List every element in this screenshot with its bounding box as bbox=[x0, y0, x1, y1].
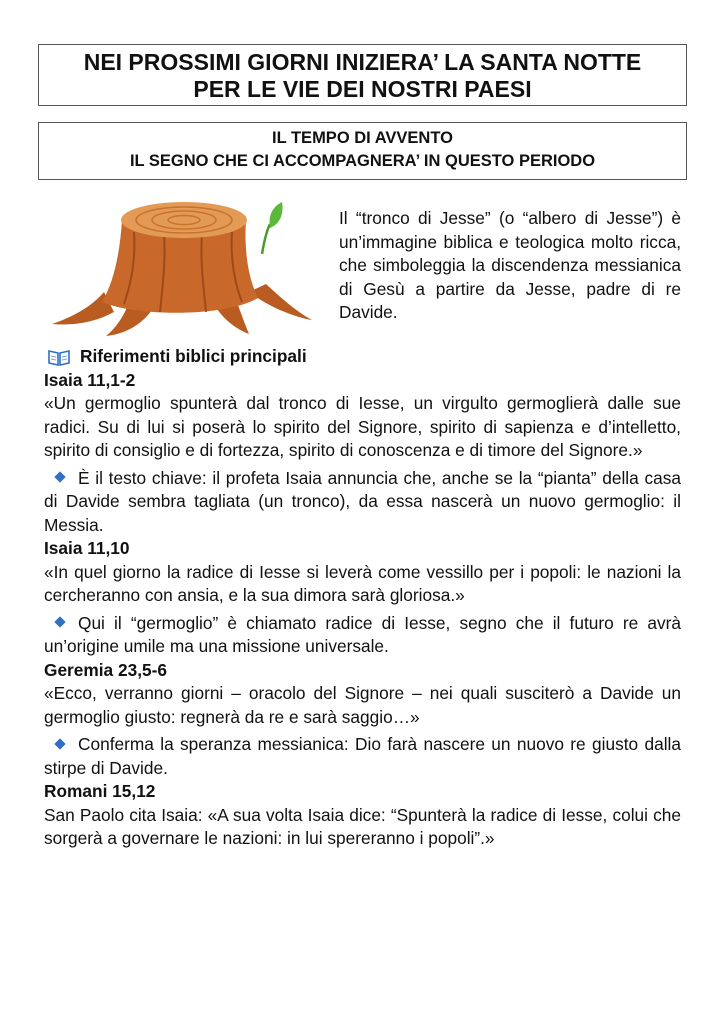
reference-comment-text: Conferma la speranza messianica: Dio farà nascere un nuovo re giusto dalla stirpe di Davide. bbox=[44, 734, 681, 778]
reference-quote: «In quel giorno la radice di Iesse si leverà come vessillo per i popoli: le nazioni la cercheranno con ansia, e la sua dimora sarà gloriosa.» bbox=[44, 561, 681, 605]
section-heading bbox=[44, 345, 681, 369]
reference-quote: «Un germoglio spunterà dal tronco di Iesse, un virgulto germoglierà dalle sue radici. Su di lui si poserà lo spirito del Signore, spirito di sapienza e d’intelletto, spirito di consiglio e di fortezza, spirito di conoscenza e di timore del Signore.» bbox=[44, 393, 681, 460]
reference-title: Isaia 11,1-2 bbox=[44, 369, 136, 390]
intro-paragraph: Il “tronco di Jesse” (o “albero di Jesse”) è un’immagine biblica e teologica molto ricca, che simboleggia la discendenza messianica di Gesù a partire da Jesse, padre di re Davide. bbox=[339, 208, 681, 322]
reference-comment-text: Qui il “germoglio” è chiamato radice di Iesse, segno che il futuro re avrà un’origine umile ma una missione universale. bbox=[44, 612, 681, 656]
reference-title: Geremia 23,5-6 bbox=[44, 659, 167, 680]
references-content bbox=[44, 345, 681, 851]
diamond-bullet-icon bbox=[54, 617, 65, 628]
main-title-box bbox=[38, 44, 687, 106]
tree-stump-illustration bbox=[44, 192, 320, 340]
diamond-bullet-icon bbox=[54, 472, 65, 483]
reference-title: Romani 15,12 bbox=[44, 781, 156, 801]
reference-comment bbox=[44, 467, 681, 538]
open-book-icon bbox=[48, 348, 70, 366]
reference-comment bbox=[44, 612, 681, 659]
main-title-line-1: NEI PROSSIMI GIORNI INIZIERA’ LA SANTA NOTTE bbox=[83, 49, 642, 75]
subtitle-line-2: IL SEGNO CHE CI ACCOMPAGNERA’ IN QUESTO PERIODO bbox=[129, 152, 596, 170]
diamond-bullet-icon bbox=[54, 738, 65, 749]
reference-comment bbox=[44, 733, 681, 780]
reference-comment-text: È il testo chiave: il profeta Isaia annuncia che, anche se la “pianta” della casa di Davide sembra tagliata (un tronco), da essa nascerà un nuovo germoglio: il Messia. bbox=[44, 467, 681, 535]
subtitle-line-1: IL TEMPO DI AVVENTO bbox=[272, 129, 453, 147]
reference-title: Isaia 11,10 bbox=[44, 538, 130, 558]
main-title-line-2: PER LE VIE DEI NOSTRI PAESI bbox=[193, 76, 532, 102]
reference-quote: «Ecco, verranno giorni – oracolo del Signore – nei quali susciterò a Davide un germoglio giusto: regnerà da re e sarà saggio…» bbox=[44, 683, 681, 727]
reference-quote: San Paolo cita Isaia: «A sua volta Isaia dice: “Spunterà la radice di Iesse, colui che sorgerà a governare le nazioni: in lui spereranno i popoli”.» bbox=[44, 804, 681, 848]
section-heading-text: Riferimenti biblici principali bbox=[80, 346, 307, 366]
subtitle-box bbox=[38, 122, 687, 180]
